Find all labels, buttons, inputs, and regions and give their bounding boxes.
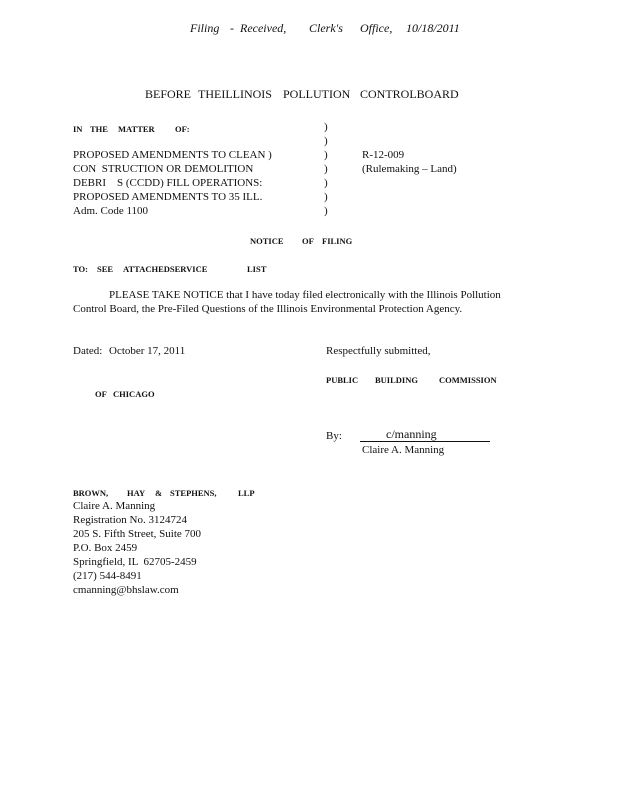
- paragraph-line-1: PLEASE TAKE NOTICE that I have today filed electronically with the Illinois Pollution: [109, 289, 501, 301]
- to-label: TO:: [73, 264, 88, 274]
- header-received: Received,: [240, 21, 287, 35]
- in-the-matter-the: THE: [90, 124, 108, 134]
- signature-line: [360, 441, 490, 442]
- firm-ampersand: &: [155, 488, 163, 498]
- paragraph-line-2: Control Board, the Pre-Filed Questions of the Illinois Environmental Protection Agency.: [73, 303, 463, 315]
- of-word: OF: [302, 236, 314, 246]
- electronic-signature: c/manning: [386, 427, 437, 441]
- notice-word: NOTICE: [250, 236, 284, 246]
- firm-stephens: STEPHENS,: [170, 488, 217, 498]
- header-filing: Filing: [190, 21, 220, 35]
- title-control-board: CONTROLBOARD: [360, 87, 459, 101]
- party-building: BUILDING: [375, 375, 418, 385]
- by-label: By:: [326, 430, 342, 442]
- firm-brown: BROWN,: [73, 488, 109, 498]
- caption-paren: ): [324, 205, 328, 217]
- firm-street: 205 S. Fifth Street, Suite 700: [73, 528, 202, 540]
- header-office: Office,: [360, 21, 393, 35]
- respectfully-submitted: Respectfully submitted,: [326, 345, 431, 357]
- firm-email: cmanning@bhslaw.com: [73, 584, 179, 596]
- firm-registration: Registration No. 3124724: [73, 514, 187, 526]
- dated-label: Dated:: [73, 345, 103, 357]
- filing-word: FILING: [322, 236, 353, 246]
- firm-llp: LLP: [238, 488, 255, 498]
- caption-paren: ): [324, 135, 328, 147]
- to-attached-service: ATTACHEDSERVICE: [123, 264, 208, 274]
- header-dash: -: [230, 21, 234, 35]
- docket-number: R-12-009: [362, 149, 405, 161]
- to-list: LIST: [247, 264, 267, 274]
- in-the-matter-in: IN: [73, 124, 83, 134]
- firm-city: Springfield, IL 62705-2459: [73, 556, 197, 568]
- caption-paren: ): [324, 191, 328, 203]
- party-chicago: CHICAGO: [113, 389, 155, 399]
- header-date: 10/18/2011: [406, 21, 460, 35]
- caption-line-3: DEBRI S (CCDD) FILL OPERATIONS:: [73, 177, 263, 189]
- in-the-matter-of: OF:: [175, 124, 190, 134]
- header-clerks: Clerk's: [309, 21, 343, 35]
- caption-paren: ): [324, 177, 328, 189]
- title-pollution: POLLUTION: [283, 87, 351, 101]
- caption-line-1: PROPOSED AMENDMENTS TO CLEAN ): [73, 149, 272, 161]
- caption-paren: ): [324, 163, 328, 175]
- firm-po-box: P.O. Box 2459: [73, 542, 138, 554]
- in-the-matter-matter: MATTER: [118, 124, 155, 134]
- rulemaking-type: (Rulemaking – Land): [362, 163, 457, 175]
- title-the-illinois: THEILLINOIS: [198, 87, 272, 101]
- caption-line-2: CON STRUCTION OR DEMOLITION: [73, 163, 254, 175]
- caption-line-5: Adm. Code 1100: [73, 205, 149, 217]
- dated-value: October 17, 2011: [109, 345, 186, 357]
- signer-name: Claire A. Manning: [362, 444, 445, 456]
- to-see: SEE: [97, 264, 114, 274]
- title-before: BEFORE: [145, 87, 192, 101]
- firm-attorney: Claire A. Manning: [73, 500, 156, 512]
- caption-paren: ): [324, 149, 328, 161]
- caption-line-4: PROPOSED AMENDMENTS TO 35 ILL.: [73, 191, 263, 203]
- caption-paren: ): [324, 121, 328, 133]
- party-public: PUBLIC: [326, 375, 359, 385]
- party-commission: COMMISSION: [439, 375, 497, 385]
- firm-phone: (217) 544-8491: [73, 570, 142, 582]
- firm-hay: HAY: [127, 488, 146, 498]
- party-of: OF: [95, 389, 107, 399]
